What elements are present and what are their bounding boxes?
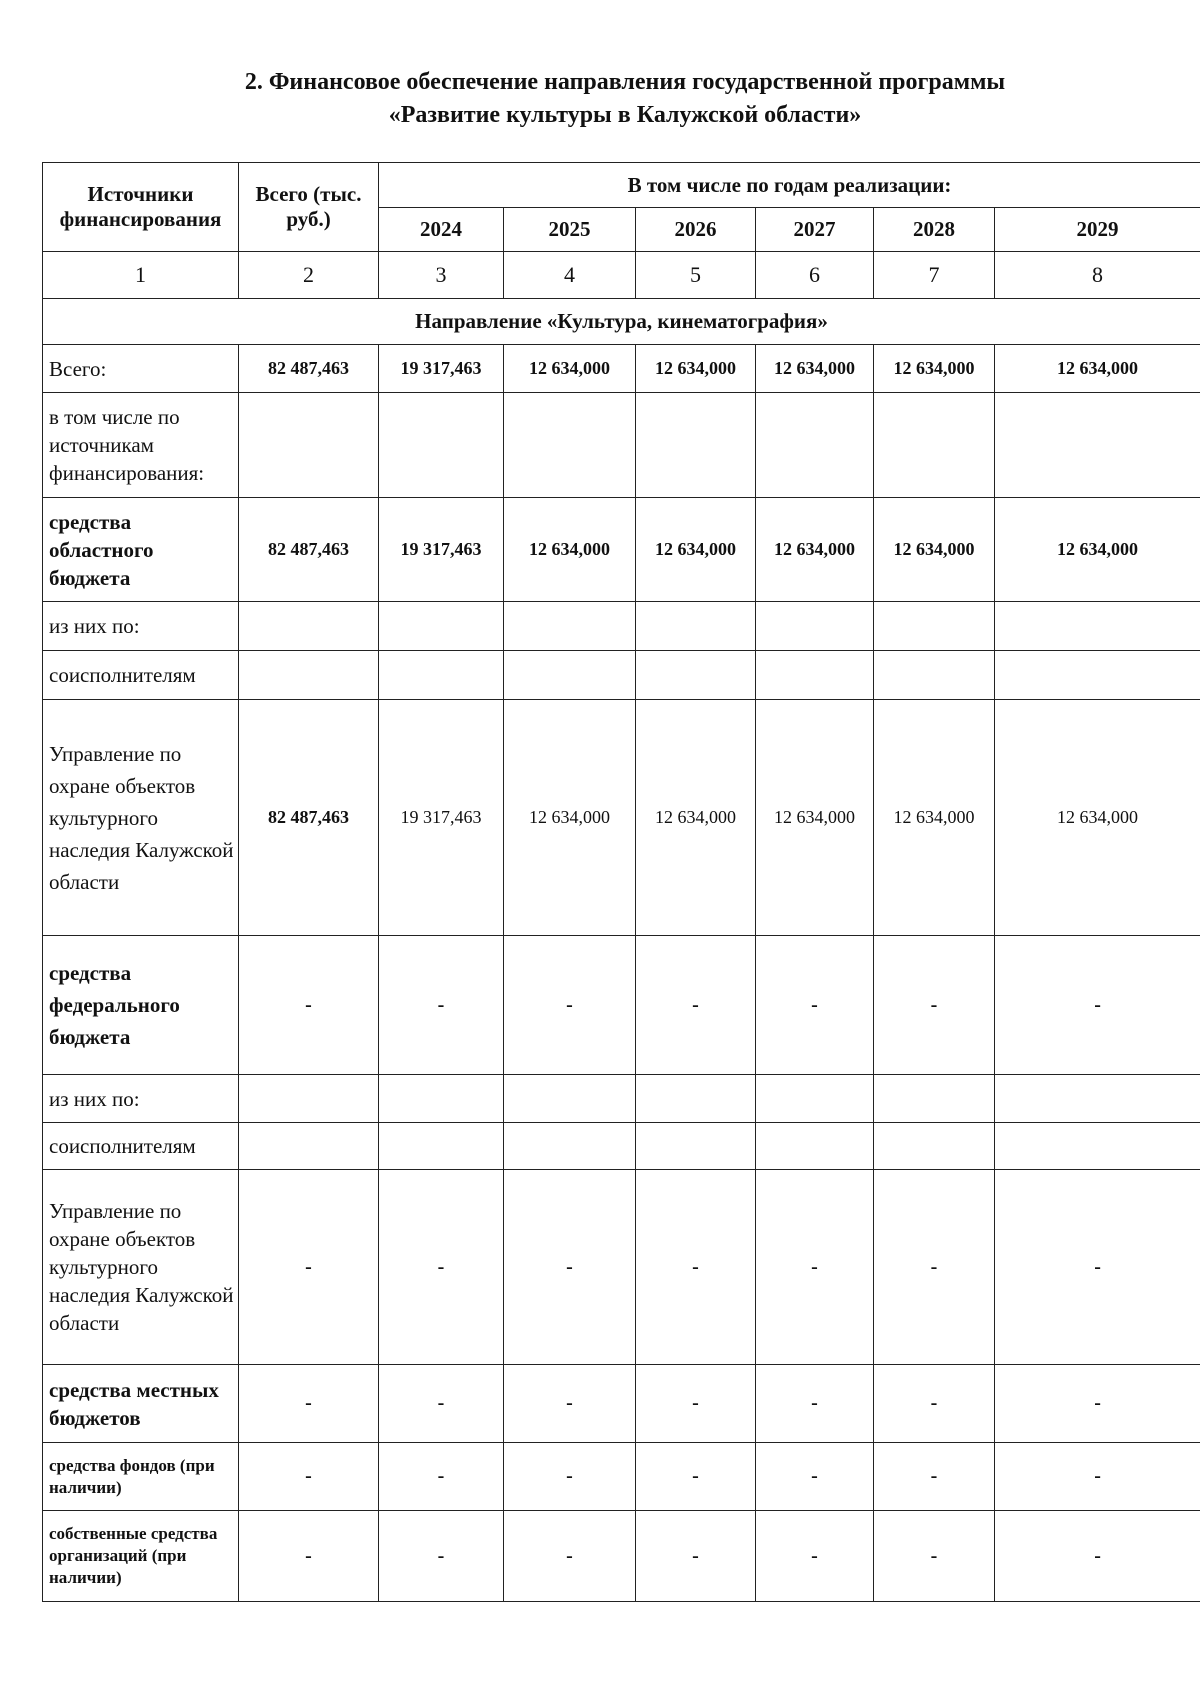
value-cell: - [756,1443,874,1511]
value-cell: - [504,1443,636,1511]
value-cell: 12 634,000 [995,700,1200,936]
row-label: из них по: [43,602,239,651]
row-label: Всего: [43,345,239,393]
value-cell [756,393,874,498]
value-cell: - [756,1365,874,1443]
row-label: в том числе по источникам финансирования: [43,393,239,498]
header-year: 2027 [756,208,874,252]
table-row [43,936,1200,1075]
page-title [0,66,1200,132]
value-cell: - [995,1365,1200,1443]
header-year: 2029 [995,208,1200,252]
column-number: 2 [239,252,379,299]
value-cell [379,393,504,498]
value-cell [636,651,756,700]
value-cell [239,602,379,651]
value-cell [379,1123,504,1170]
value-cell: - [995,1511,1200,1602]
column-number: 6 [756,252,874,299]
column-number: 1 [43,252,239,299]
value-cell [239,393,379,498]
value-cell: - [239,1511,379,1602]
value-cell [239,1123,379,1170]
value-cell: - [239,936,379,1075]
value-cell: - [636,1511,756,1602]
table-row [43,1365,1200,1443]
value-cell [874,602,995,651]
value-cell: 12 634,000 [874,498,995,602]
value-cell: 12 634,000 [995,498,1200,602]
value-cell [874,1123,995,1170]
table-row [43,1123,1200,1170]
value-cell: - [636,936,756,1075]
row-label: Управление по охране объектов культурного наследия Калужской области [43,1170,239,1365]
value-cell: - [874,1365,995,1443]
value-cell: - [379,1511,504,1602]
table-row [43,602,1200,651]
column-number: 4 [504,252,636,299]
value-cell [995,1075,1200,1123]
direction-row: Направление «Культура, кинематография» [43,299,1200,345]
value-cell: - [504,1511,636,1602]
header-source: Источники финансирования [43,163,239,252]
table-row [43,1443,1200,1511]
row-label: из них по: [43,1075,239,1123]
value-cell: - [239,1443,379,1511]
value-cell [379,1075,504,1123]
table-row [43,1511,1200,1602]
value-cell: - [995,1170,1200,1365]
value-cell: 12 634,000 [636,345,756,393]
value-cell [504,1123,636,1170]
table-row [43,393,1200,498]
column-number: 5 [636,252,756,299]
value-cell: 19 317,463 [379,700,504,936]
value-cell: - [239,1365,379,1443]
value-cell [504,602,636,651]
title-line-2: «Развитие культуры в Калужской области» [388,102,862,128]
row-label: средства областного бюджета [43,498,239,602]
value-cell: 82 487,463 [239,700,379,936]
row-label: средства федерального бюджета [43,936,239,1075]
value-cell: - [995,1443,1200,1511]
table-row [43,1170,1200,1365]
value-cell: - [379,1443,504,1511]
value-cell [995,1123,1200,1170]
value-cell: 12 634,000 [504,700,636,936]
value-cell: 12 634,000 [756,700,874,936]
row-label: соисполнителям [43,651,239,700]
value-cell: 19 317,463 [379,345,504,393]
header-year: 2025 [504,208,636,252]
value-cell: 12 634,000 [874,700,995,936]
value-cell [995,651,1200,700]
value-cell [636,1123,756,1170]
value-cell: 12 634,000 [756,498,874,602]
value-cell [636,393,756,498]
value-cell: - [379,1365,504,1443]
value-cell: - [756,1511,874,1602]
value-cell [756,602,874,651]
value-cell [504,393,636,498]
value-cell: - [995,936,1200,1075]
row-label: собственные средства организаций (при наличии) [43,1511,239,1602]
value-cell: - [636,1443,756,1511]
value-cell [504,651,636,700]
value-cell: - [756,936,874,1075]
value-cell: - [379,1170,504,1365]
value-cell: - [504,1365,636,1443]
value-cell: - [874,936,995,1075]
header-year: 2024 [379,208,504,252]
value-cell [379,651,504,700]
value-cell: - [636,1365,756,1443]
column-number: 7 [874,252,995,299]
value-cell [874,1075,995,1123]
table-row [43,1075,1200,1123]
value-cell [636,602,756,651]
value-cell: 12 634,000 [504,345,636,393]
value-cell [239,1075,379,1123]
header-year: 2026 [636,208,756,252]
value-cell [239,651,379,700]
value-cell [379,602,504,651]
value-cell: 12 634,000 [636,498,756,602]
value-cell [874,393,995,498]
value-cell [636,1075,756,1123]
value-cell: 82 487,463 [239,345,379,393]
value-cell: 12 634,000 [995,345,1200,393]
value-cell [995,602,1200,651]
value-cell: 82 487,463 [239,498,379,602]
value-cell [504,1075,636,1123]
value-cell: - [504,936,636,1075]
value-cell: - [239,1170,379,1365]
value-cell: - [874,1443,995,1511]
value-cell: - [636,1170,756,1365]
value-cell: 12 634,000 [756,345,874,393]
value-cell [874,651,995,700]
value-cell [995,393,1200,498]
financing-table [42,162,1200,1602]
value-cell [756,651,874,700]
value-cell: 12 634,000 [636,700,756,936]
value-cell [756,1075,874,1123]
table-row [43,498,1200,602]
value-cell: 12 634,000 [874,345,995,393]
value-cell: - [874,1170,995,1365]
row-label: Управление по охране объектов культурного наследия Калужской области [43,700,239,936]
column-number: 3 [379,252,504,299]
value-cell: 12 634,000 [504,498,636,602]
table-row [43,651,1200,700]
value-cell: - [756,1170,874,1365]
title-line-1: 2. Финансовое обеспечение направления государственной программы [244,69,1006,95]
header-total: Всего (тыс. руб.) [239,163,379,252]
header-years-caption: В том числе по годам реализации: [379,163,1200,208]
column-number: 8 [995,252,1200,299]
row-label: средства фондов (при наличии) [43,1443,239,1511]
header-year: 2028 [874,208,995,252]
value-cell: - [874,1511,995,1602]
table-row [43,345,1200,393]
value-cell: 19 317,463 [379,498,504,602]
value-cell: - [379,936,504,1075]
value-cell [756,1123,874,1170]
row-label: средства местных бюджетов [43,1365,239,1443]
value-cell: - [504,1170,636,1365]
row-label: соисполнителям [43,1123,239,1170]
table-row [43,700,1200,936]
